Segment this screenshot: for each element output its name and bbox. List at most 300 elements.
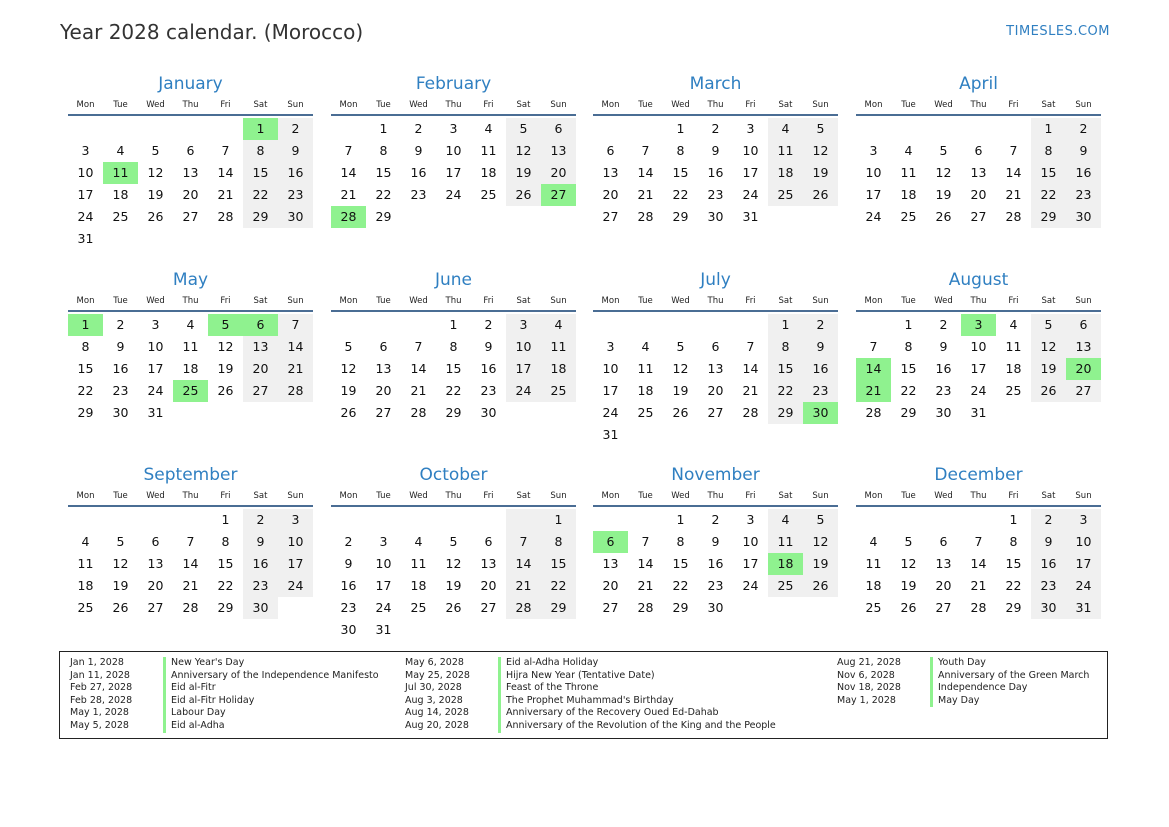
calendar-day: 29 [672,209,689,224]
calendar-day: 23 [278,184,313,206]
weekday-label: Wed [934,100,953,110]
calendar-day: 20 [707,383,724,398]
calendar-day: 29 [217,600,234,615]
calendar-day: 30 [112,405,129,420]
calendar-day: 19 [340,383,357,398]
weekday-header [331,96,576,116]
calendar-day: 29 [672,600,689,615]
empty-day [593,314,628,336]
calendar-day: 27 [707,405,724,420]
calendar-day: 5 [803,509,838,531]
calendar-day: 10 [506,336,541,358]
month-title: August [948,270,1009,290]
calendar-day: 8 [379,143,388,158]
calendar-day: 1 [379,121,388,136]
calendar-day: 2 [243,509,278,531]
weekday-label: Sat [778,491,793,501]
calendar-day: 5 [151,143,160,158]
weekday-label: Mon [601,100,620,110]
holiday-date: Aug 20, 2028 [405,719,469,731]
calendar-day: 12 [112,556,129,571]
calendar-day: 21 [637,578,654,593]
empty-day [138,118,173,140]
calendar-day: 30 [935,405,952,420]
calendar-day: 22 [672,578,689,593]
calendar-day: 17 [970,361,987,376]
weekday-label: Tue [376,296,391,306]
calendar-day: 11 [768,531,803,553]
calendar-day: 5 [208,314,243,336]
holiday-date: Feb 28, 2028 [70,694,133,706]
empty-day [506,206,541,228]
calendar-day: 18 [900,187,917,202]
empty-day [506,402,541,424]
calendar-day: 9 [414,143,423,158]
calendar-day: 12 [803,531,838,553]
weekday-label: Sun [550,100,567,110]
calendar-day: 24 [602,405,619,420]
calendar-day: 31 [970,405,987,420]
month-may [68,268,313,424]
calendar-day: 24 [147,383,164,398]
calendar-day: 4 [186,317,195,332]
empty-day [593,509,628,531]
calendar-day: 28 [970,600,987,615]
calendar-day: 21 [742,383,759,398]
empty-day [208,228,243,250]
calendar-day: 23 [112,383,129,398]
weekday-label: Sat [253,491,268,501]
calendar-day: 30 [278,206,313,228]
calendar-day: 25 [480,187,497,202]
weekday-label: Fri [1008,491,1019,501]
calendar-day: 9 [484,339,493,354]
legend-item [837,695,1089,708]
calendar-day: 16 [707,556,724,571]
empty-day [401,619,436,641]
calendar-day: 20 [602,578,619,593]
calendar-day: 17 [865,187,882,202]
month-title: June [434,270,473,290]
calendar-day: 30 [707,600,724,615]
calendar-day: 12 [506,140,541,162]
calendar-day: 9 [803,336,838,358]
holiday-date: May 6, 2028 [405,657,464,668]
legend-item [70,670,379,683]
calendar-day: 27 [970,209,987,224]
calendar-day: 28 [742,405,759,420]
holiday-name: Eid al-Fitr Holiday [163,695,254,708]
calendar-day: 2 [1031,509,1066,531]
calendar-day: 27 [1066,380,1101,402]
calendar-day: 10 [445,143,462,158]
calendar-day: 21 [856,380,891,402]
empty-day [278,597,313,619]
calendar-day: 9 [711,534,720,549]
empty-day [138,509,173,531]
holiday-legend [59,651,1108,739]
calendar-day: 27 [602,209,619,224]
calendar-day: 26 [803,575,838,597]
calendar-day: 7 [869,339,878,354]
calendar-day: 26 [112,600,129,615]
holiday-date: Nov 6, 2028 [837,669,895,681]
weekday-label: Thu [970,491,987,501]
empty-day [733,314,768,336]
calendar-day: 31 [602,427,619,442]
legend-item [405,682,776,695]
weekday-header [68,487,313,507]
calendar-day: 9 [116,339,125,354]
weekday-label: Thu [970,100,987,110]
calendar-day: 28 [217,209,234,224]
holiday-date: Feb 27, 2028 [70,682,133,694]
calendar-day: 4 [869,534,878,549]
weekday-label: Sat [1041,100,1056,110]
calendar-day: 14 [340,165,357,180]
calendar-day: 1 [1009,512,1018,527]
calendar-day: 17 [445,165,462,180]
calendar-day: 19 [506,162,541,184]
empty-day [103,228,138,250]
calendar-day: 25 [112,209,129,224]
empty-day [243,402,278,424]
weekday-label: Tue [901,491,916,501]
weekday-header [593,96,838,116]
calendar-day: 23 [1066,184,1101,206]
month-june [331,268,576,424]
calendar-day: 19 [445,578,462,593]
empty-day [926,118,961,140]
calendar-day: 4 [414,534,423,549]
legend-column [405,657,776,733]
holiday-date: Aug 3, 2028 [405,694,463,706]
calendar-day: 14 [278,336,313,358]
calendar-day: 18 [182,361,199,376]
calendar-day: 8 [243,140,278,162]
legend-item [405,695,776,708]
calendar-day: 9 [1031,531,1066,553]
calendar-day: 5 [803,118,838,140]
calendar-day: 20 [935,578,952,593]
calendar-day: 15 [1005,556,1022,571]
calendar-day: 2 [803,314,838,336]
calendar-day: 22 [375,187,392,202]
day-grid [593,312,838,446]
calendar-day: 14 [742,361,759,376]
calendar-day: 24 [77,209,94,224]
brand-link[interactable]: TIMESLES.COM [1006,24,1110,39]
calendar-day: 26 [935,209,952,224]
calendar-day: 30 [707,209,724,224]
calendar-day: 3 [746,121,755,136]
calendar-day: 11 [865,556,882,571]
weekday-label: Mon [76,296,95,306]
empty-day [856,118,891,140]
empty-day [663,424,698,446]
holiday-name: Independence Day [930,682,1027,695]
holiday-name: May Day [930,695,979,708]
weekday-label: Fri [220,491,231,501]
calendar-day: 3 [961,314,996,336]
calendar-day: 2 [344,534,353,549]
empty-day [366,314,401,336]
weekday-label: Sun [550,296,567,306]
calendar-day: 2 [414,121,423,136]
weekday-label: Sun [1075,100,1092,110]
calendar-day: 22 [768,380,803,402]
calendar-day: 24 [506,380,541,402]
calendar-day: 13 [1066,336,1101,358]
calendar-day: 16 [707,165,724,180]
weekday-label: Fri [745,100,756,110]
empty-day [698,424,733,446]
calendar-day: 15 [768,358,803,380]
calendar-day: 4 [768,118,803,140]
empty-day [331,314,366,336]
holiday-name: Anniversary of the Recovery Oued Ed-Dahab [498,707,719,720]
calendar-day: 26 [217,383,234,398]
calendar-day: 2 [116,317,125,332]
calendar-day: 14 [637,556,654,571]
empty-day [506,619,541,641]
empty-day [436,206,471,228]
day-grid [68,312,313,424]
calendar-day: 6 [974,143,983,158]
calendar-day: 21 [970,578,987,593]
calendar-day: 22 [900,383,917,398]
calendar-day: 28 [182,600,199,615]
empty-day [401,509,436,531]
weekday-label: Tue [901,100,916,110]
calendar-day: 16 [1031,553,1066,575]
calendar-day: 16 [935,361,952,376]
day-grid [856,507,1101,619]
empty-day [68,118,103,140]
calendar-day: 13 [707,361,724,376]
month-april [856,72,1101,228]
calendar-day: 27 [602,600,619,615]
calendar-day: 9 [1066,140,1101,162]
calendar-day: 25 [410,600,427,615]
empty-day [401,314,436,336]
day-grid [68,116,313,250]
calendar-day: 27 [147,600,164,615]
calendar-day: 29 [768,402,803,424]
calendar-day: 20 [375,383,392,398]
calendar-day: 24 [445,187,462,202]
calendar-day: 22 [243,184,278,206]
calendar-day: 5 [344,339,353,354]
calendar-day: 23 [480,383,497,398]
empty-day [768,424,803,446]
calendar-day: 1 [541,509,576,531]
calendar-day: 28 [1005,209,1022,224]
calendar-day: 2 [711,121,720,136]
weekday-label: Tue [113,491,128,501]
calendar-day: 24 [375,600,392,615]
calendar-day: 7 [414,339,423,354]
calendar-day: 25 [865,600,882,615]
calendar-day: 5 [449,534,458,549]
calendar-day: 13 [375,361,392,376]
calendar-day: 26 [340,405,357,420]
empty-day [1031,402,1066,424]
weekday-label: Mon [864,296,883,306]
calendar-day: 26 [147,209,164,224]
weekday-header [593,487,838,507]
calendar-day: 27 [541,184,576,206]
weekday-label: Fri [220,100,231,110]
calendar-day: 5 [904,534,913,549]
weekday-label: Mon [339,296,358,306]
calendar-day: 20 [243,358,278,380]
calendar-day: 20 [602,187,619,202]
day-grid [856,116,1101,228]
calendar-day: 15 [900,361,917,376]
calendar-day: 19 [147,187,164,202]
calendar-day: 23 [1031,575,1066,597]
month-title: May [172,270,209,290]
calendar-day: 22 [541,575,576,597]
month-title: March [689,74,742,94]
weekday-label: Sun [812,100,829,110]
month-december [856,463,1101,619]
day-grid [593,116,838,228]
calendar-day: 13 [147,556,164,571]
calendar-day: 4 [81,534,90,549]
calendar-day: 10 [77,165,94,180]
calendar-day: 3 [506,314,541,336]
calendar-day: 21 [340,187,357,202]
calendar-day: 6 [541,118,576,140]
calendar-day: 3 [869,143,878,158]
month-title: December [934,465,1023,485]
empty-day [628,424,663,446]
calendar-day: 31 [147,405,164,420]
holiday-name: The Prophet Muhammad's Birthday [498,695,674,708]
calendar-day: 24 [742,187,759,202]
calendar-day: 27 [182,209,199,224]
calendar-day: 6 [186,143,195,158]
legend-item [70,682,379,695]
calendar-day: 12 [217,339,234,354]
calendar-day: 10 [147,339,164,354]
legend-item [70,695,379,708]
calendar-day: 1 [768,314,803,336]
calendar-day: 31 [77,231,94,246]
calendar-day: 8 [541,531,576,553]
calendar-day: 18 [865,578,882,593]
calendar-day: 11 [77,556,94,571]
empty-day [541,619,576,641]
legend-item [837,670,1089,683]
calendar-day: 10 [865,165,882,180]
calendar-day: 21 [506,575,541,597]
calendar-day: 2 [711,512,720,527]
calendar-day: 18 [768,553,803,575]
weekday-label: Sun [812,491,829,501]
empty-day [208,402,243,424]
calendar-day: 12 [672,361,689,376]
empty-day [663,314,698,336]
empty-day [961,509,996,531]
calendar-day: 19 [935,187,952,202]
calendar-day: 12 [147,165,164,180]
calendar-day: 11 [541,336,576,358]
calendar-day: 30 [243,597,278,619]
weekday-label: Sat [516,296,531,306]
calendar-day: 14 [217,165,234,180]
weekday-label: Fri [483,100,494,110]
month-title: November [671,465,760,485]
holiday-date: May 5, 2028 [70,719,129,731]
empty-day [733,597,768,619]
calendar-day: 13 [602,556,619,571]
month-august [856,268,1101,424]
calendar-day: 11 [637,361,654,376]
calendar-day: 7 [974,534,983,549]
empty-day [891,509,926,531]
calendar-day: 12 [935,165,952,180]
weekday-label: Tue [638,491,653,501]
calendar-day: 8 [81,339,90,354]
calendar-day: 21 [1005,187,1022,202]
weekday-label: Wed [671,100,690,110]
weekday-label: Sun [812,296,829,306]
calendar-day: 1 [676,121,685,136]
weekday-label: Mon [76,491,95,501]
holiday-date: Jan 1, 2028 [70,657,124,668]
calendar-day: 14 [970,556,987,571]
weekday-label: Sat [778,296,793,306]
calendar-day: 8 [676,534,685,549]
calendar-day: 24 [278,575,313,597]
calendar-day: 28 [637,209,654,224]
legend-item [405,707,776,720]
empty-day [471,509,506,531]
empty-day [628,509,663,531]
calendar-day: 29 [900,405,917,420]
calendar-day: 28 [637,600,654,615]
weekday-label: Sun [287,491,304,501]
calendar-day: 11 [480,143,497,158]
calendar-day: 15 [541,553,576,575]
calendar-day: 9 [243,531,278,553]
weekday-label: Wed [671,296,690,306]
weekday-label: Mon [864,100,883,110]
weekday-label: Wed [671,491,690,501]
weekday-label: Sat [516,491,531,501]
weekday-label: Wed [409,296,428,306]
day-grid [331,312,576,424]
empty-day [401,206,436,228]
calendar-day: 15 [243,162,278,184]
holiday-name: Eid al-Fitr [163,682,216,695]
day-grid [68,507,313,619]
calendar-day: 25 [900,209,917,224]
weekday-label: Mon [601,491,620,501]
calendar-day: 4 [484,121,493,136]
calendar-day: 6 [606,143,615,158]
holiday-name: Anniversary of the Revolution of the King and the People [498,720,776,733]
calendar-day: 12 [900,556,917,571]
weekday-label: Thu [182,100,199,110]
holiday-date: May 25, 2028 [405,669,470,681]
empty-day [803,597,838,619]
empty-day [366,509,401,531]
holiday-name: Eid al-Adha [163,720,225,733]
